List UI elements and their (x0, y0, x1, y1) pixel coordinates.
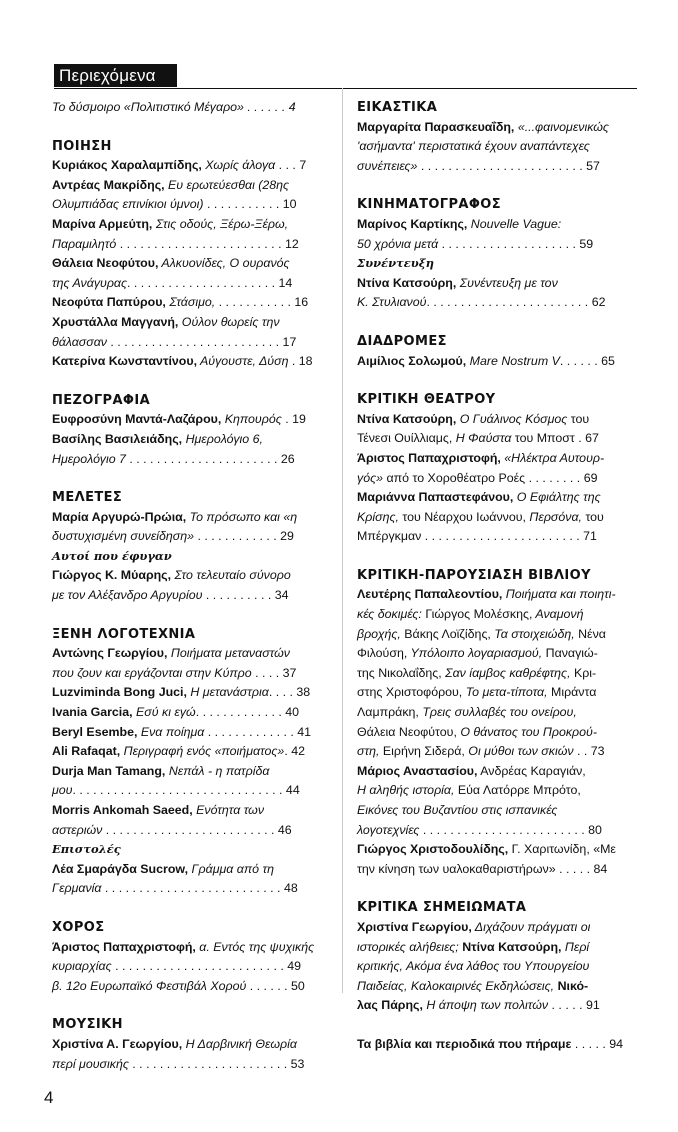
toc-entry: Χριστίνα Α. Γεωργίου, Η Δαρβινική Θεωρία περί μουσικής . . . . . . . . . . . . . . . . . . . . . . . 53 (52, 1036, 305, 1071)
toc-left-column (52, 98, 330, 1074)
toc-entry: Μαριάννα Παπαστεφάνου, Ο Εφιάλτης της Κρίσης, του Νέαρχου Ιωάννου, Περσόνα, του Μπέργκμαν . . . . . . . . . . . . . . . . . . . . . . . 71 (357, 490, 604, 544)
toc-entry: Λευτέρης Παπαλεοντίου, Ποιήματα και ποιητι- κές δοκιμές: Γιώργος Μολέσκης, Αναμονή βροχής, Βάκης Λοϊζίδης, Τα στοιχειώδη, Νένα Φιλούση, Υπόλοιπο λογαριασμού, Παναγιώ- της Νικολαΐδης, Σαν ίαμβος καθρέφτης, Κρι- στης Χριστοφόρου, Το μετα-τίποτα, Μιράντα Λαμπράκη, Τρεις συλλαβές του ονείρου, Θάλεια Νεοφύτου, Ο θάνατος του Προκρού- στη, Ειρήνη Σιδερά, Οι μύθοι των σκιών . . 73 (357, 587, 616, 759)
toc-entry: Το δύσμοιρο «Πολιτιστικό Μέγαρο» . . . . . . 4 (52, 100, 296, 114)
toc-entry: Κυριάκος Χαραλαμπίδης, Χωρίς άλογα . . . 7 (52, 158, 307, 173)
toc-entry: Γιώργος Κ. Μύαρης, Στο τελευταίο σύνορο με τον Αλέξανδρο Αργυρίου . . . . . . . . . . 34 (52, 568, 291, 603)
subsection-heading: Συνέντευξη (357, 256, 434, 271)
toc-entry: Χρυστάλλα Μαγγανή, Ούλον θωρείς την θάλασσαν . . . . . . . . . . . . . . . . . . . . . . . . . 17 (52, 314, 297, 349)
toc-entry: Μαρία Αργυρώ-Πρώια, Το πρόσωπο και «η δυστυχισμένη συνείδηση» . . . . . . . . . . . . 29 (52, 509, 298, 544)
section-heading: ΠΟΙΗΣΗ (52, 138, 112, 154)
section-heading: ΚΡΙΤΙΚΗ ΘΕΑΤΡΟΥ (357, 392, 496, 408)
toc-entry: Αντώνης Γεωργίου, Ποιήματα μεταναστών που ζουν και εργάζονται στην Κύπρο . . . . 37 (52, 646, 297, 680)
toc-entry: Άριστος Παπαχριστοφή, «Ηλέκτρα Αυτουρ- γός» από το Χοροθέατρο Ροές . . . . . . . . 69 (357, 450, 605, 485)
toc-entry: Morris Ankomah Saeed, Ενότητα των αστεριών . . . . . . . . . . . . . . . . . . . . . . . . . 46 (52, 803, 292, 837)
toc-entry: Χριστίνα Γεωργίου, Διχάζουν πράγματι οι ιστορικές αλήθειες; Ντίνα Κατσούρη, Περί κριτικής, Ακόμα ένα λάθος του Υπουργείου Παιδείας, Καλοκαιρινές Εκδηλώσεις, Νικό- λας Πάρης, Η άποψη των πολιτών . . . . . 91 (357, 919, 600, 1013)
toc-entry: Τα βιβλία και περιοδικά που πήραμε . . . . . 94 (357, 1036, 624, 1051)
toc-entry: Ντίνα Κατσούρη, Συνέντευξη με τον Κ. Στυλιανού. . . . . . . . . . . . . . . . . . . . . . . . 62 (357, 275, 606, 310)
toc-entry: Λέα Σμαράγδα Sucrow, Γράμμα από τη Γερμανία . . . . . . . . . . . . . . . . . . . . . . . . . . 48 (52, 861, 298, 896)
contents-header (54, 64, 637, 89)
section-heading: ΔΙΑΔΡΟΜΕΣ (357, 333, 447, 349)
section-heading: ΜΟΥΣΙΚΗ (52, 1017, 123, 1033)
page-title: Περιεχόμενα (54, 64, 177, 87)
toc-entry: Ivania Garcia, Εσύ κι εγώ. . . . . . . . . . . . . 40 (52, 705, 300, 720)
toc-entry: Γιώργος Χριστοδουλίδης, Γ. Χαριτωνίδη, «Με την κίνηση των υαλοκαθαριστήρων» . . . . . 84 (357, 842, 616, 876)
toc-entry: Θάλεια Νεοφύτου, Αλκυονίδες, Ο ουρανός της Ανάγυρας. . . . . . . . . . . . . . . . . . . . . . 14 (52, 256, 293, 290)
section-heading: ΞΕΝΗ ΛΟΓΟΤΕΧΝΙΑ (52, 626, 196, 642)
page-number: 4 (44, 1088, 54, 1107)
toc-entry: Μαρίνος Καρτίκης, Nouvelle Vague: 50 χρόνια μετά . . . . . . . . . . . . . . . . . . . . 59 (357, 216, 594, 251)
section-heading: ΜΕΛΕΤΕΣ (52, 490, 123, 506)
toc-entry: Βασίλης Βασιλειάδης, Ημερολόγιο 6, Ημερολόγιο 7 . . . . . . . . . . . . . . . . . . . . . . 26 (52, 431, 295, 466)
toc-entry: β. 12ο Ευρωπαϊκό Φεστιβάλ Χορού . . . . . . 50 (52, 978, 305, 993)
toc-entry: Αντρέας Μακρίδης, Ευ ερωτεύεσθαι (28ης Ολυμπιάδας επινίκιοι ύμνοι) . . . . . . . . . . . 10 (52, 177, 297, 212)
toc-entry: Beryl Esembe, Ενα ποίημα . . . . . . . . . . . . . 41 (52, 724, 312, 739)
section-heading: ΚΡΙΤΙΚΑ ΣΗΜΕΙΩΜΑΤΑ (357, 900, 527, 916)
toc-entry: Νεοφύτα Παπύρου, Στάσιμο, . . . . . . . . . . . 16 (52, 295, 309, 310)
section-heading: ΠΕΖΟΓΡΑΦΙΑ (52, 392, 151, 408)
toc-entry: Ali Rafaqat, Περιγραφή ενός «ποιήματος». 42 (52, 744, 305, 759)
toc-entry: Durja Man Tamang, Νεπάλ - η πατρίδα μου. . . . . . . . . . . . . . . . . . . . . . . . . . . . . . . 44 (52, 763, 300, 798)
subsection-heading: Επιστολές (52, 842, 121, 857)
section-heading: ΚΡΙΤΙΚΗ-ΠΑΡΟΥΣΙΑΣΗ ΒΙΒΛΙΟΥ (357, 567, 591, 583)
toc-entry: Ευφροσύνη Μαντά-Λαζάρου, Κηπουρός . 19 (52, 412, 306, 427)
toc-right-column (357, 98, 639, 1055)
toc-entry: Κατερίνα Κωνσταντίνου, Αύγουστε, Δύση . 18 (52, 354, 313, 369)
section-heading: ΧΟΡΟΣ (52, 919, 105, 935)
toc-entry: Luzviminda Bong Juci, Η μετανάστρια. . . . 38 (52, 685, 311, 700)
toc-entry: Μαργαρίτα Παρασκευαΐδη, «...φαινομενικώς 'ασήμαντα' περιστατικά έχουν αναπάντεχες συνέπειες» . . . . . . . . . . . . . . . . . . . . . . . . 57 (357, 119, 609, 173)
toc-entry: Μαρίνα Αρμεύτη, Στις οδούς, Ξέρω-Ξέρω, Παραμιλητό . . . . . . . . . . . . . . . . . . . . . . . . 12 (52, 216, 299, 251)
toc-entry: Άριστος Παπαχριστοφή, α. Εντός της ψυχικής κυριαρχίας . . . . . . . . . . . . . . . . . . . . . . . . . 49 (52, 939, 315, 974)
subsection-heading: Αυτοί που έφυγαν (52, 548, 172, 563)
toc-entry: Ντίνα Κατσούρη, Ο Γυάλινος Κόσμος του Τένεσι Ουίλλιαμς, Η Φαύστα του Μποστ . 67 (357, 411, 599, 446)
toc-entry: Μάριος Αναστασίου, Ανδρέας Καραγιάν, Η αληθής ιστορία, Εύα Λατόρρε Μπρότο, Εικόνες του Βυζαντίου στις ισπανικές λογοτεχνίες . . . . . . . . . . . . . . . . . . . . . . . . 80 (357, 763, 602, 837)
toc-entry: Αιμίλιος Σολωμού, Mare Nostrum V. . . . . . 65 (357, 353, 615, 368)
section-heading: ΕΙΚΑΣΤΙΚΑ (357, 100, 438, 115)
section-heading: ΚΙΝΗΜΑΤΟΓΡΑΦΟΣ (357, 197, 502, 213)
